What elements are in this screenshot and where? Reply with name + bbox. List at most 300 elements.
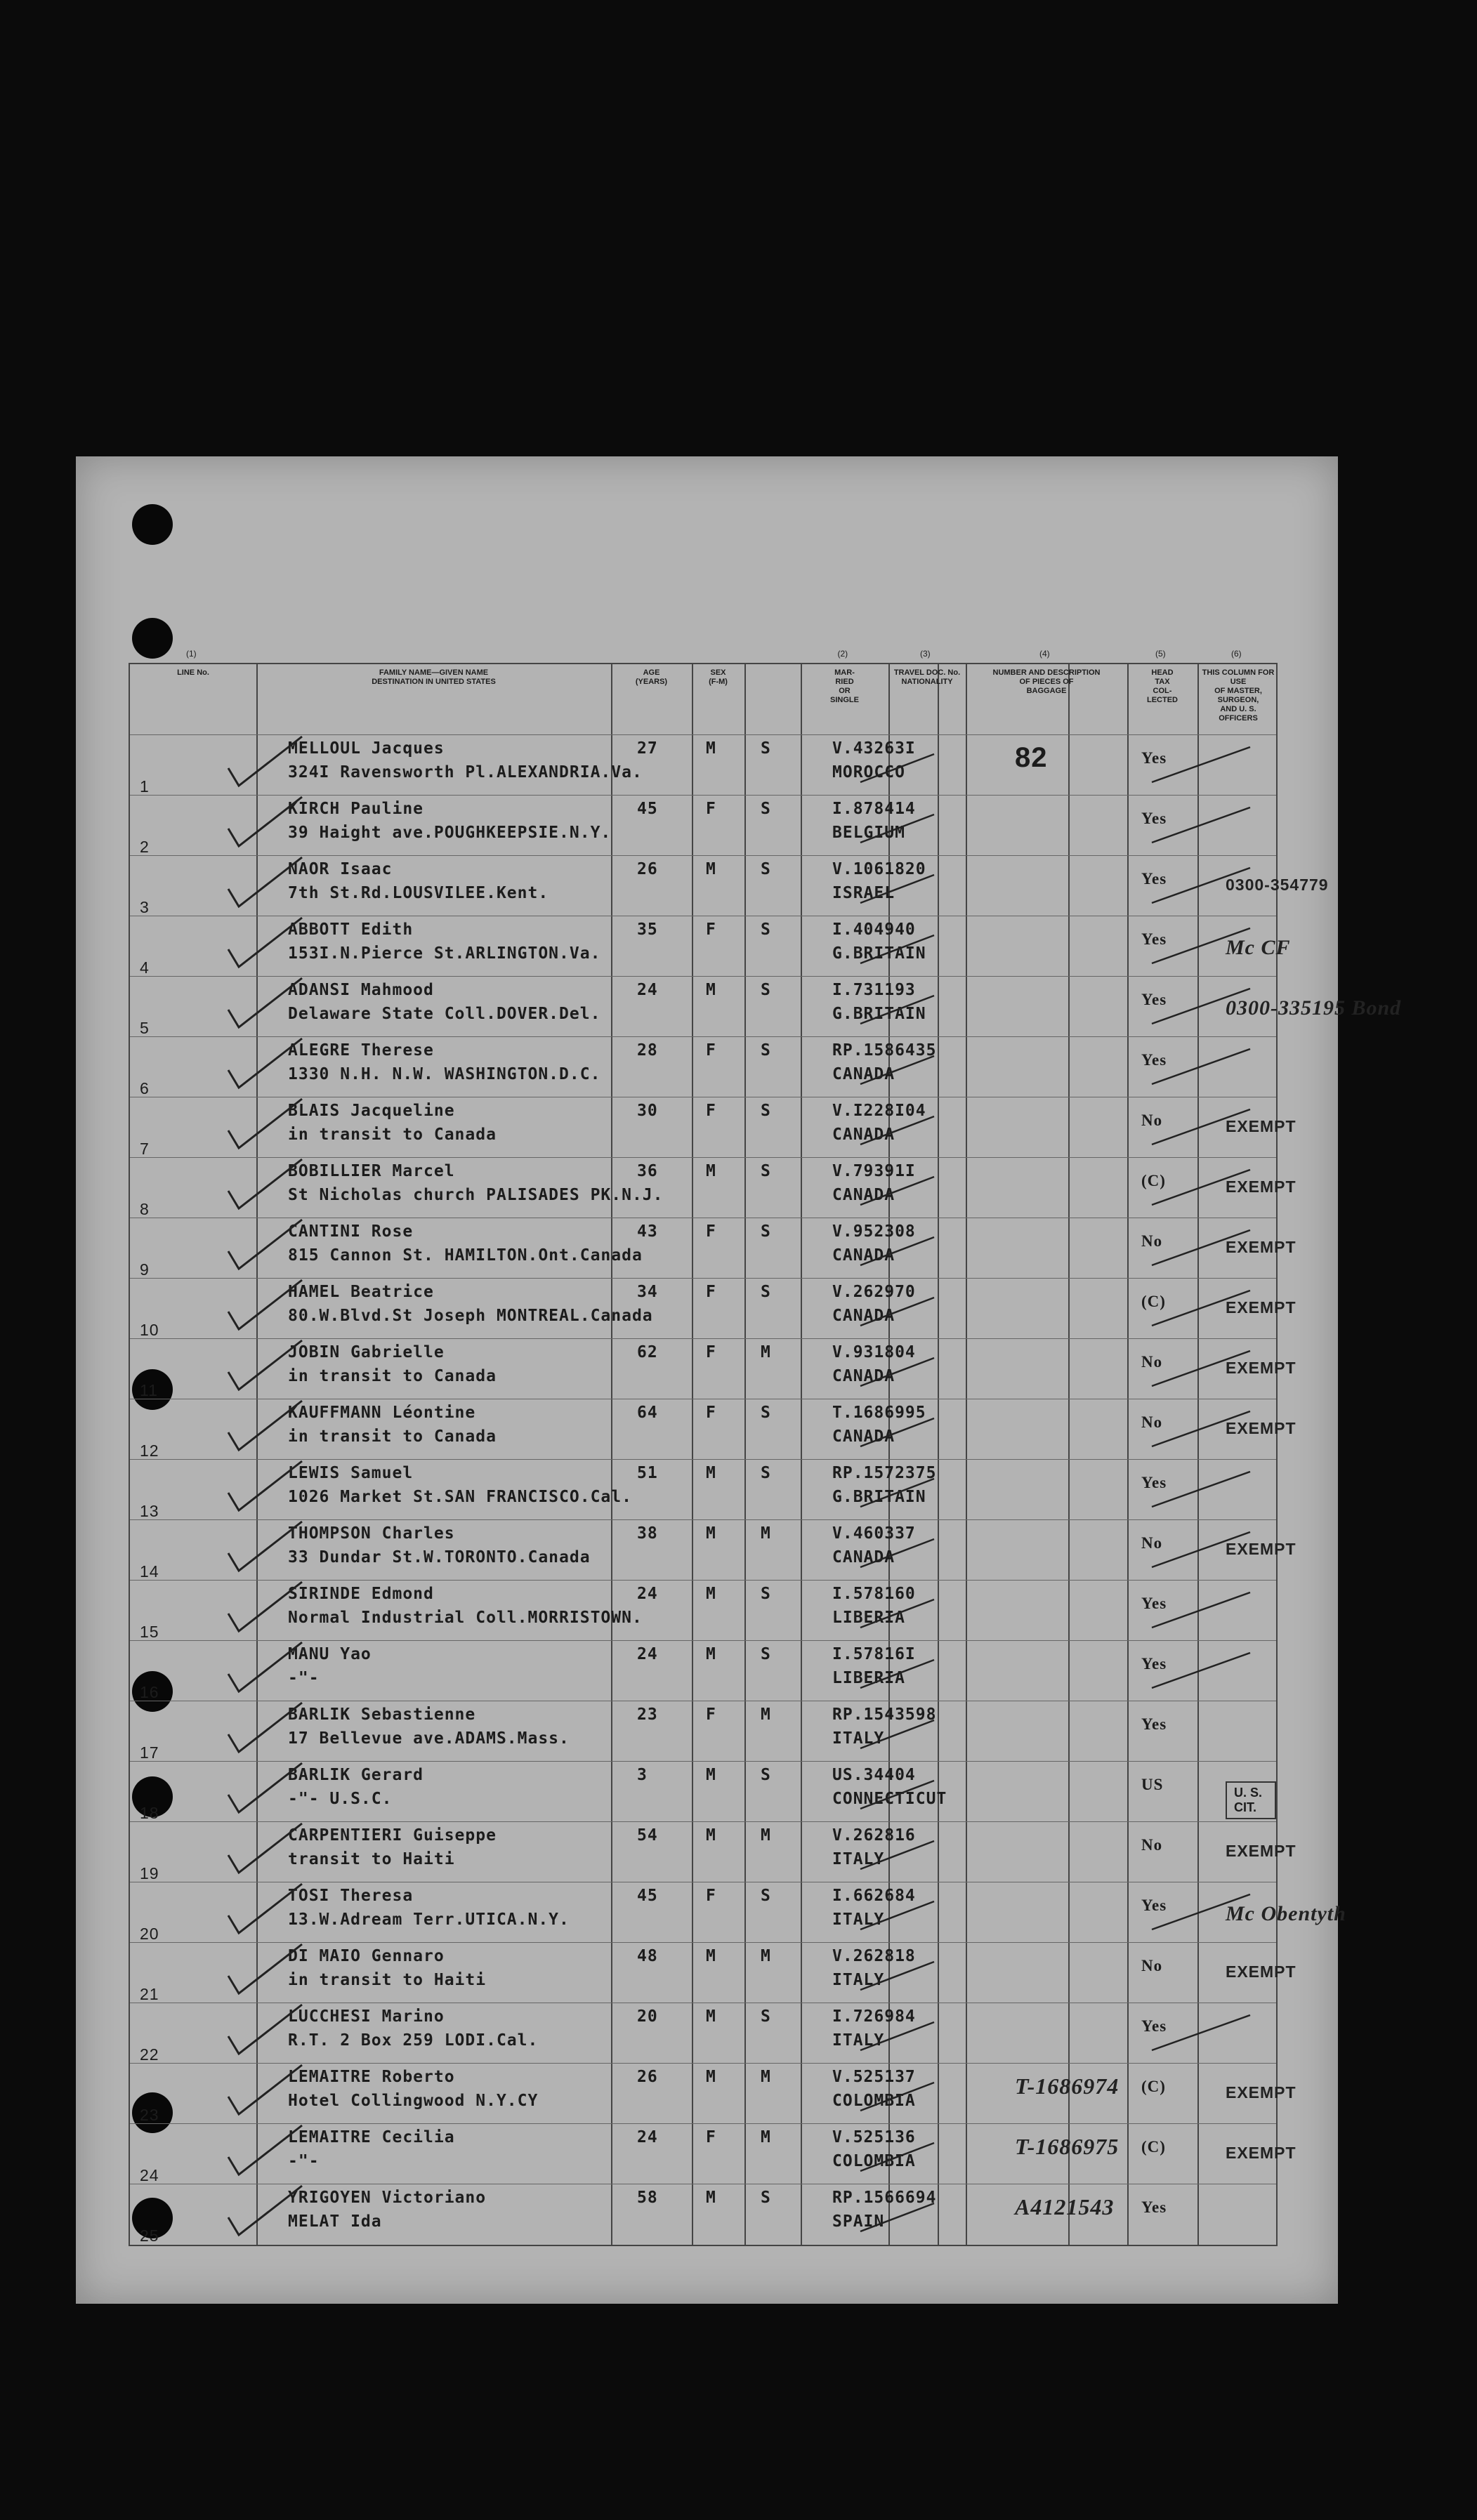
travel-doc: RP.1586435: [832, 1041, 937, 1060]
head-tax: Yes: [1141, 930, 1167, 948]
travel-doc: US.34404: [832, 1766, 916, 1784]
officer-note: EXEMPT: [1226, 2083, 1297, 2102]
marital-status: S: [761, 1162, 771, 1180]
column-header: NUMBER AND DESCRIPTION OF PIECES OF BAGGAGE: [992, 668, 1101, 695]
destination: 1026 Market St.SAN FRANCISCO.Cal.: [288, 1488, 632, 1506]
check-mark: [860, 935, 934, 963]
head-tax: US: [1141, 1776, 1164, 1793]
check-mark: [1152, 1894, 1250, 1929]
age: 27: [637, 739, 658, 758]
travel-doc: I.878414: [832, 800, 916, 818]
check-mark: [860, 1358, 934, 1386]
passenger-name: KAUFFMANN Léontine: [288, 1404, 476, 1422]
column-number: (2): [837, 649, 848, 659]
passenger-name: YRIGOYEN Victoriano: [288, 2189, 487, 2207]
sex: M: [706, 1464, 716, 1482]
check-mark: [228, 1703, 302, 1752]
line-number: 1: [140, 777, 150, 796]
travel-doc: V.262818: [832, 1947, 916, 1965]
check-mark: [1152, 1472, 1250, 1507]
head-tax: Yes: [1141, 810, 1167, 827]
marital-status: M: [761, 2068, 771, 2086]
check-mark: [228, 1099, 302, 1148]
age: 26: [637, 2068, 658, 2086]
age: 58: [637, 2189, 658, 2207]
nationality: G.BRITAIN: [832, 1005, 926, 1023]
passenger-name: BOBILLIER Marcel: [288, 1162, 455, 1180]
officer-note: EXEMPT: [1226, 1298, 1297, 1317]
check-mark: [228, 1461, 302, 1510]
check-mark: [1152, 747, 1250, 782]
sex: F: [706, 1887, 716, 1905]
passenger-name: LEWIS Samuel: [288, 1464, 414, 1482]
baggage: A4121543: [1015, 2194, 1115, 2219]
passenger-name: BLAIS Jacqueline: [288, 1102, 455, 1120]
check-mark: [1152, 989, 1250, 1024]
marital-status: S: [761, 1404, 771, 1422]
nationality: CANADA: [832, 1246, 895, 1265]
destination: R.T. 2 Box 259 LODI.Cal.: [288, 2031, 539, 2050]
passenger-name: ALEGRE Therese: [288, 1041, 434, 1060]
head-tax: (C): [1141, 1293, 1166, 1310]
travel-doc: RP.1566694: [832, 2189, 937, 2207]
officer-note: EXEMPT: [1226, 1117, 1297, 1135]
check-mark: [860, 2143, 934, 2171]
sex: M: [706, 1826, 716, 1845]
travel-doc: V.931804: [832, 1343, 916, 1361]
destination: -"-: [288, 1669, 320, 1687]
nationality: BELGIUM: [832, 824, 905, 842]
check-mark: [1152, 1109, 1250, 1144]
travel-doc: V.79391I: [832, 1162, 916, 1180]
line-number: 21: [140, 1985, 159, 2003]
sex: M: [706, 739, 716, 758]
marital-status: S: [761, 921, 771, 939]
age: 23: [637, 1706, 658, 1724]
line-number: 11: [140, 1381, 158, 1399]
check-mark: [228, 1642, 302, 1691]
travel-doc: I.731193: [832, 981, 916, 999]
column-header: TRAVEL DOC. No. NATIONALITY: [893, 668, 961, 686]
nationality: ITALY: [832, 1971, 885, 1989]
check-mark: [1152, 2015, 1250, 2050]
sex: M: [706, 1162, 716, 1180]
passenger-name: LEMAITRE Cecilia: [288, 2128, 455, 2146]
check-mark: [228, 1944, 302, 1993]
travel-doc: V.43263I: [832, 739, 916, 758]
sex: M: [706, 1766, 716, 1784]
officer-note: EXEMPT: [1226, 1177, 1297, 1196]
sex: M: [706, 2007, 716, 2026]
check-mark: [1152, 1049, 1250, 1084]
line-number: 17: [140, 1743, 159, 1762]
destination: Normal Industrial Coll.MORRISTOWN.: [288, 1609, 643, 1627]
age: 20: [637, 2007, 658, 2026]
head-tax: Yes: [1141, 991, 1167, 1008]
check-mark: [1152, 1230, 1250, 1265]
sex: F: [706, 1283, 716, 1301]
check-mark: [860, 1599, 934, 1628]
age: 45: [637, 1887, 658, 1905]
destination: -"-: [288, 2152, 320, 2170]
officer-note: EXEMPT: [1226, 1238, 1297, 1256]
marital-status: S: [761, 1585, 771, 1603]
check-mark: [228, 2005, 302, 2054]
age: 24: [637, 2128, 658, 2146]
sex: M: [706, 2189, 716, 2207]
check-mark: [860, 1177, 934, 1205]
travel-doc: V.1061820: [832, 860, 926, 878]
check-mark: [860, 1720, 934, 1748]
column-number: (6): [1231, 649, 1242, 659]
column-header: HEAD TAX COL- LECTED: [1147, 668, 1178, 704]
head-tax: Yes: [1141, 749, 1167, 767]
head-tax: No: [1141, 1836, 1163, 1854]
head-tax: No: [1141, 1353, 1163, 1371]
nationality: CONNECTICUT: [832, 1790, 947, 1808]
check-mark: [228, 1340, 302, 1390]
destination: 17 Bellevue ave.ADAMS.Mass.: [288, 1729, 570, 1748]
check-mark: [860, 1841, 934, 1869]
check-mark: [228, 2125, 302, 2175]
sex: F: [706, 2128, 716, 2146]
travel-doc: RP.1543598: [832, 1706, 937, 1724]
passenger-name: MELLOUL Jacques: [288, 739, 445, 758]
age: 43: [637, 1222, 658, 1241]
head-tax: No: [1141, 1413, 1163, 1431]
marital-status: M: [761, 1947, 771, 1965]
check-mark: [228, 737, 302, 786]
check-mark: [1152, 1351, 1250, 1386]
check-mark: [860, 996, 934, 1024]
passenger-name: CARPENTIERI Guiseppe: [288, 1826, 497, 1845]
head-tax: Yes: [1141, 1655, 1167, 1673]
destination: MELAT Ida: [288, 2212, 382, 2231]
line-number: 16: [140, 1683, 159, 1701]
check-mark: [860, 1298, 934, 1326]
line-number: 12: [140, 1442, 159, 1460]
head-tax: Yes: [1141, 1715, 1167, 1733]
check-mark: [860, 1479, 934, 1507]
sex: F: [706, 1222, 716, 1241]
head-tax: (C): [1141, 1172, 1166, 1189]
column-header: AGE (YEARS): [635, 668, 668, 686]
passenger-name: ADANSI Mahmood: [288, 981, 434, 999]
marital-status: S: [761, 1222, 771, 1241]
destination: 33 Dundar St.W.TORONTO.Canada: [288, 1548, 591, 1566]
check-mark: [1152, 868, 1250, 903]
age: 28: [637, 1041, 658, 1060]
marital-status: S: [761, 739, 771, 758]
check-mark: [228, 1401, 302, 1450]
age: 26: [637, 860, 658, 878]
check-mark: [1152, 1170, 1250, 1205]
check-mark: [860, 1539, 934, 1567]
officer-note: Mc CF: [1226, 936, 1291, 959]
destination: -"- U.S.C.: [288, 1790, 393, 1808]
check-mark: [1152, 928, 1250, 963]
check-mark: [228, 1582, 302, 1631]
line-number: 8: [140, 1200, 150, 1218]
destination: in transit to Canada: [288, 1427, 497, 1446]
check-mark: [860, 1660, 934, 1688]
line-number: 22: [140, 2045, 159, 2064]
marital-status: S: [761, 1887, 771, 1905]
check-mark: [860, 2083, 934, 2111]
column-header: MAR- RIED OR SINGLE: [830, 668, 859, 704]
passenger-name: BARLIK Sebastienne: [288, 1706, 476, 1724]
check-mark: [860, 1116, 934, 1144]
travel-doc: V.262970: [832, 1283, 916, 1301]
travel-doc: T.1686995: [832, 1404, 926, 1422]
age: 54: [637, 1826, 658, 1845]
age: 51: [637, 1464, 658, 1482]
head-tax: Yes: [1141, 1051, 1167, 1069]
nationality: LIBERIA: [832, 1609, 905, 1627]
head-tax: Yes: [1141, 1595, 1167, 1612]
destination: 324I Ravensworth Pl.ALEXANDRIA.Va.: [288, 763, 643, 781]
check-mark: [860, 1901, 934, 1929]
age: 62: [637, 1343, 658, 1361]
age: 35: [637, 921, 658, 939]
line-number: 2: [140, 838, 150, 856]
destination: 815 Cannon St. HAMILTON.Ont.Canada: [288, 1246, 643, 1265]
sex: F: [706, 921, 716, 939]
column-header: FAMILY NAME—GIVEN NAME DESTINATION IN UNITED STATES: [372, 668, 496, 686]
baggage: 82: [1015, 742, 1048, 773]
baggage: T-1686975: [1015, 2134, 1120, 2159]
travel-doc: RP.1572375: [832, 1464, 937, 1482]
check-mark: [228, 1522, 302, 1571]
check-mark: [860, 1237, 934, 1265]
line-number: 4: [140, 958, 150, 977]
marital-status: S: [761, 1041, 771, 1060]
marital-status: S: [761, 1464, 771, 1482]
marital-status: S: [761, 800, 771, 818]
marital-status: M: [761, 1826, 771, 1845]
baggage: T-1686974: [1015, 2073, 1120, 2099]
head-tax: No: [1141, 1534, 1163, 1552]
nationality: CANADA: [832, 1126, 895, 1144]
check-mark: [228, 797, 302, 846]
marital-status: S: [761, 1645, 771, 1663]
passenger-name: LUCCHESI Marino: [288, 2007, 445, 2026]
age: 38: [637, 1524, 658, 1543]
officer-note: Mc Obentyth: [1226, 1902, 1346, 1925]
line-number: 19: [140, 1864, 159, 1882]
passenger-name: JOBIN Gabrielle: [288, 1343, 445, 1361]
destination: Delaware State Coll.DOVER.Del.: [288, 1005, 601, 1023]
column-header: LINE No.: [177, 668, 209, 677]
destination: 153I.N.Pierce St.ARLINGTON.Va.: [288, 944, 601, 963]
age: 36: [637, 1162, 658, 1180]
check-mark: [228, 1823, 302, 1873]
check-mark: [1152, 1532, 1250, 1567]
travel-doc: I.662684: [832, 1887, 916, 1905]
nationality: G.BRITAIN: [832, 944, 926, 963]
check-mark: [860, 1418, 934, 1446]
marital-status: S: [761, 1283, 771, 1301]
age: 45: [637, 800, 658, 818]
sex: M: [706, 1645, 716, 1663]
officer-note: EXEMPT: [1226, 2144, 1297, 2162]
check-mark: [1152, 1653, 1250, 1688]
line-number: 7: [140, 1140, 150, 1158]
nationality: CANADA: [832, 1427, 895, 1446]
marital-status: S: [761, 981, 771, 999]
line-number: 20: [140, 1925, 159, 1943]
nationality: LIBERIA: [832, 1669, 905, 1687]
nationality: COLOMBIA: [832, 2092, 916, 2110]
travel-doc: V.952308: [832, 1222, 916, 1241]
nationality: ITALY: [832, 1911, 885, 1929]
destination: 1330 N.H. N.W. WASHINGTON.D.C.: [288, 1065, 601, 1083]
passenger-name: HAMEL Beatrice: [288, 1283, 434, 1301]
head-tax: Yes: [1141, 2198, 1167, 2216]
travel-doc: I.404940: [832, 921, 916, 939]
line-number: 6: [140, 1079, 150, 1097]
destination: transit to Haiti: [288, 1850, 455, 1868]
line-number: 3: [140, 898, 150, 916]
marital-status: M: [761, 1343, 771, 1361]
line-number: 24: [140, 2166, 159, 2184]
nationality: ITALY: [832, 2031, 885, 2050]
officer-note: 0300-335195 Bond: [1226, 996, 1402, 1020]
check-mark: [860, 2022, 934, 2050]
marital-status: S: [761, 1102, 771, 1120]
sex: F: [706, 1102, 716, 1120]
passenger-name: SIRINDE Edmond: [288, 1585, 434, 1603]
line-number: 18: [140, 1804, 159, 1822]
nationality: SPAIN: [832, 2212, 885, 2231]
nationality: CANADA: [832, 1186, 895, 1204]
travel-doc: V.525137: [832, 2068, 916, 2086]
line-number: 14: [140, 1562, 159, 1581]
nationality: CANADA: [832, 1367, 895, 1385]
passenger-name: DI MAIO Gennaro: [288, 1947, 445, 1965]
travel-doc: V.262816: [832, 1826, 916, 1845]
check-mark: [228, 1220, 302, 1269]
travel-doc: I.57816I: [832, 1645, 916, 1663]
check-mark: [860, 2203, 934, 2231]
sex: F: [706, 800, 716, 818]
age: 48: [637, 1947, 658, 1965]
sex: F: [706, 1404, 716, 1422]
nationality: CANADA: [832, 1548, 895, 1566]
age: 30: [637, 1102, 658, 1120]
sex: M: [706, 2068, 716, 2086]
nationality: COLOMBIA: [832, 2152, 916, 2170]
officer-note: EXEMPT: [1226, 1842, 1297, 1860]
column-number: (5): [1155, 649, 1166, 659]
officer-note: EXEMPT: [1226, 1419, 1297, 1437]
nationality: G.BRITAIN: [832, 1488, 926, 1506]
column-header: SEX (F-M): [709, 668, 728, 686]
check-mark: [860, 754, 934, 782]
passenger-name: NAOR Isaac: [288, 860, 393, 878]
nationality: ISRAEL: [832, 884, 895, 902]
age: 24: [637, 1585, 658, 1603]
head-tax: Yes: [1141, 870, 1167, 888]
line-number: 10: [140, 1321, 159, 1339]
age: 64: [637, 1404, 658, 1422]
sex: M: [706, 1585, 716, 1603]
officer-note: 0300-354779: [1226, 876, 1329, 894]
destination: 39 Haight ave.POUGHKEEPSIE.N.Y.: [288, 824, 612, 842]
destination: Hotel Collingwood N.Y.CY: [288, 2092, 539, 2110]
sex: M: [706, 1947, 716, 1965]
travel-doc: V.460337: [832, 1524, 916, 1543]
marital-status: S: [761, 2189, 771, 2207]
nationality: CANADA: [832, 1065, 895, 1083]
head-tax: No: [1141, 1957, 1163, 1974]
column-number: (4): [1039, 649, 1050, 659]
passenger-name: THOMPSON Charles: [288, 1524, 455, 1543]
destination: St Nicholas church PALISADES PK.N.J.: [288, 1186, 664, 1204]
head-tax: (C): [1141, 2078, 1166, 2095]
check-mark: [1152, 1592, 1250, 1628]
sex: M: [706, 1524, 716, 1543]
check-mark: [1152, 807, 1250, 843]
officer-note: EXEMPT: [1226, 1962, 1297, 1981]
check-mark: [228, 1280, 302, 1329]
destination: in transit to Canada: [288, 1126, 497, 1144]
check-mark: [860, 814, 934, 843]
nationality: CANADA: [832, 1307, 895, 1325]
check-mark: [860, 1962, 934, 1990]
passenger-name: KIRCH Pauline: [288, 800, 424, 818]
marital-status: S: [761, 860, 771, 878]
check-mark: [228, 857, 302, 906]
sex: F: [706, 1343, 716, 1361]
check-mark: [228, 2065, 302, 2114]
check-mark: [860, 1781, 934, 1809]
destination: 13.W.Adream Terr.UTICA.N.Y.: [288, 1911, 570, 1929]
check-mark: [228, 1159, 302, 1208]
passenger-name: MANU Yao: [288, 1645, 372, 1663]
check-mark: [228, 2186, 302, 2235]
destination: 7th St.Rd.LOUSVILEE.Kent.: [288, 884, 549, 902]
head-tax: No: [1141, 1111, 1163, 1129]
travel-doc: V.I228I04: [832, 1102, 926, 1120]
line-number: 5: [140, 1019, 150, 1037]
check-mark: [1152, 1411, 1250, 1446]
nationality: ITALY: [832, 1729, 885, 1748]
check-mark: [228, 1763, 302, 1812]
nationality: ITALY: [832, 1850, 885, 1868]
head-tax: Yes: [1141, 1474, 1167, 1491]
passenger-name: LEMAITRE Roberto: [288, 2068, 455, 2086]
marital-status: M: [761, 1524, 771, 1543]
line-number: 9: [140, 1260, 150, 1279]
check-mark: [860, 1056, 934, 1084]
travel-doc: I.578160: [832, 1585, 916, 1603]
passenger-name: CANTINI Rose: [288, 1222, 414, 1241]
officer-note: EXEMPT: [1226, 1359, 1297, 1377]
passenger-name: BARLIK Gerard: [288, 1766, 424, 1784]
sex: M: [706, 981, 716, 999]
officer-note: U. S. CIT.: [1226, 1781, 1276, 1819]
head-tax: No: [1141, 1232, 1163, 1250]
travel-doc: I.726984: [832, 2007, 916, 2026]
officer-note: EXEMPT: [1226, 1540, 1297, 1558]
travel-doc: V.525136: [832, 2128, 916, 2146]
check-mark: [228, 1884, 302, 1933]
line-number: 15: [140, 1623, 159, 1641]
check-mark: [228, 1038, 302, 1088]
line-number: 13: [140, 1502, 159, 1520]
passenger-name: ABBOTT Edith: [288, 921, 414, 939]
